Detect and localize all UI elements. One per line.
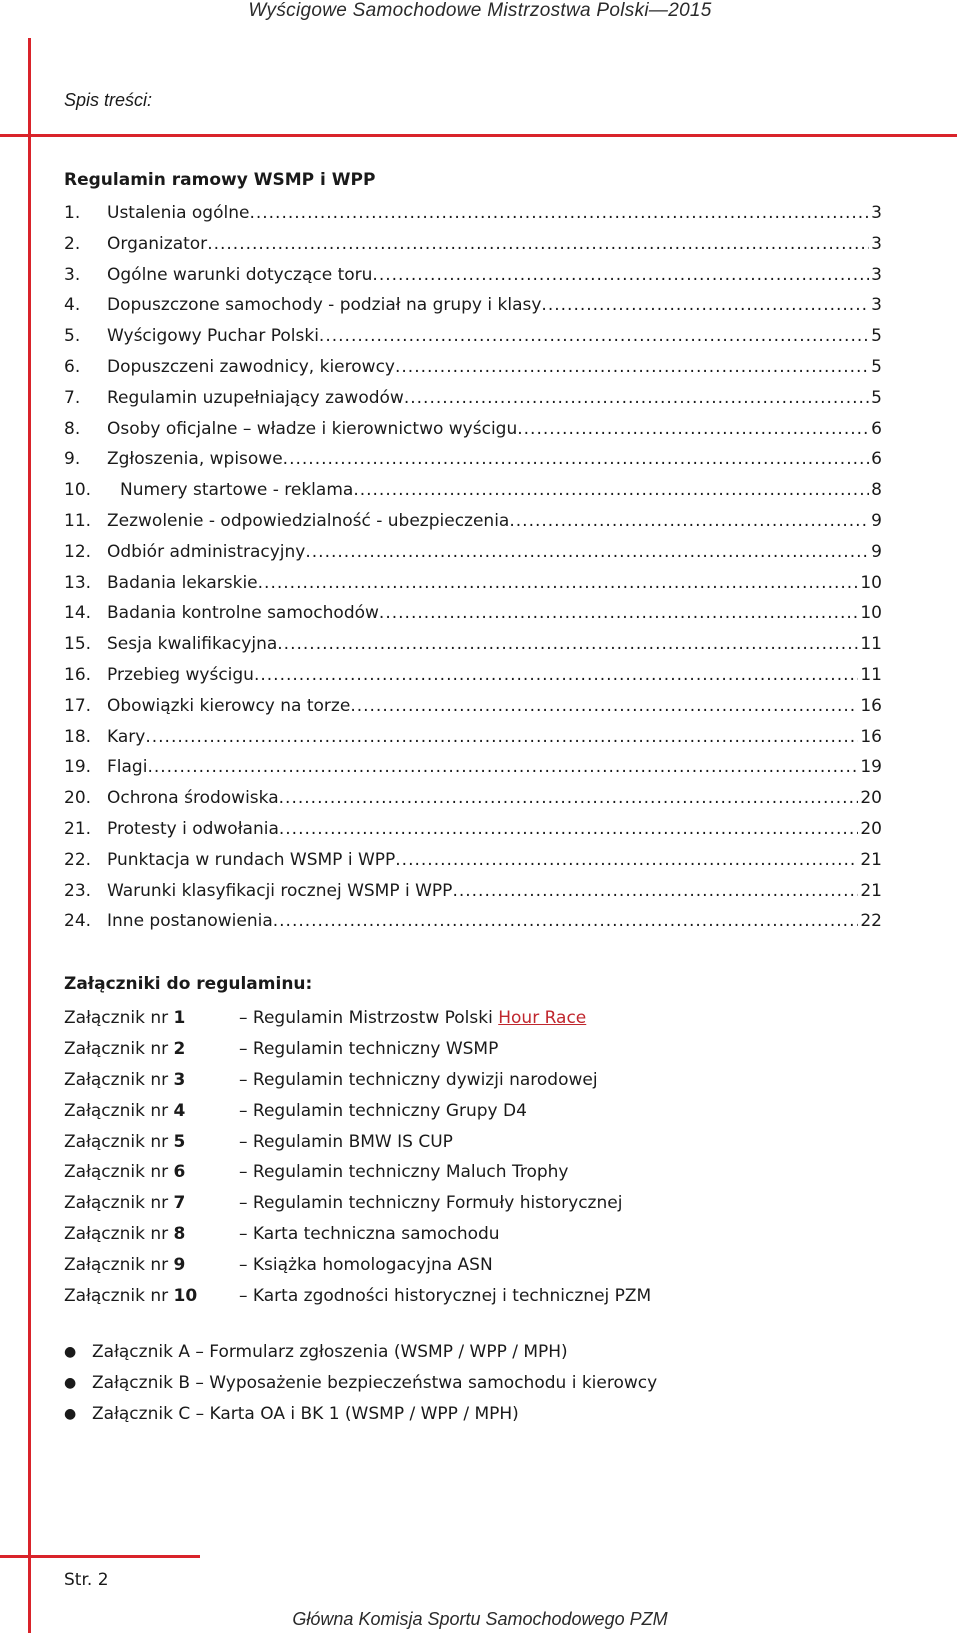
list-item [64, 1399, 657, 1430]
attachment-description: – Regulamin techniczny Maluch Trophy [239, 1162, 569, 1183]
attachment-prefix: Załącznik nr [64, 1255, 174, 1276]
toc-entry[interactable] [64, 752, 882, 783]
attachment-number: 6 [173, 1162, 186, 1183]
toc-entry-title: Numery startowe - reklama [120, 480, 354, 501]
toc-entry-number: 19. [64, 757, 92, 778]
attachment-item [64, 1219, 651, 1250]
toc-entry-title: Kary [107, 726, 146, 747]
toc-entry-number: 11. [64, 510, 92, 531]
toc-leader-dots [353, 475, 869, 506]
list-item [64, 1368, 657, 1399]
bullet-icon: ● [64, 1406, 77, 1422]
toc-leader-dots [147, 752, 858, 783]
attachments-heading: Załączniki do regulaminu: [64, 974, 313, 994]
toc-entry[interactable] [64, 537, 882, 568]
toc-entry-number: 18. [64, 726, 92, 747]
toc-entry-page: 19 [860, 757, 882, 778]
toc-entry[interactable] [64, 629, 882, 660]
attachment-item [64, 1281, 651, 1312]
toc-entry-page: 9 [871, 510, 882, 531]
toc-leader-dots [258, 568, 859, 599]
toc-entry[interactable] [64, 444, 882, 475]
toc-entry-page: 3 [871, 233, 882, 254]
toc-entry-page: 11 [860, 634, 882, 655]
attachment-number: 10 [173, 1286, 198, 1307]
attachment-label [64, 1127, 239, 1158]
toc-entry-page: 21 [860, 849, 882, 870]
toc-entry-number: 16. [64, 664, 92, 685]
toc-entry-number: 5. [64, 326, 81, 347]
attachment-prefix: Załącznik nr [64, 1162, 174, 1183]
attachment-label [64, 1188, 239, 1219]
attachment-prefix: Załącznik nr [64, 1100, 174, 1121]
toc-entry-page: 6 [871, 449, 882, 470]
attachment-label [64, 1003, 239, 1034]
toc-leader-dots [277, 629, 858, 660]
toc-entry[interactable] [64, 814, 882, 845]
toc-entry[interactable] [64, 845, 882, 876]
toc-leader-dots [145, 722, 858, 753]
bullet-icon: ● [64, 1344, 77, 1360]
attachment-number: 1 [173, 1008, 186, 1028]
toc-entry-number: 15. [64, 634, 92, 655]
toc-entry-number: 13. [64, 572, 92, 593]
attachment-item [64, 1003, 651, 1034]
toc-entry[interactable] [64, 383, 882, 414]
toc-leader-dots [254, 660, 858, 691]
attachment-number: 7 [173, 1193, 186, 1214]
toc-leader-dots [305, 537, 869, 568]
attachment-description: – Karta techniczna samochodu [239, 1224, 500, 1245]
toc-entry-title: Protesty i odwołania [107, 818, 279, 839]
toc-entry[interactable] [64, 783, 882, 814]
forms-list [64, 1337, 657, 1430]
toc-entry[interactable] [64, 475, 882, 506]
attachment-prefix: Załącznik nr [64, 1038, 174, 1059]
toc-entry[interactable] [64, 568, 882, 599]
toc-entry-number: 1. [64, 203, 81, 223]
toc-entry-title: Zgłoszenia, wpisowe [107, 449, 283, 470]
list-item-text: Załącznik A – Formularz zgłoszenia (WSMP / WPP / MPH) [92, 1342, 568, 1362]
attachment-description: – Regulamin techniczny Grupy D4 [239, 1100, 527, 1121]
margin-rule-vertical [28, 38, 31, 1633]
toc-entry-title: Badania lekarskie [107, 572, 258, 593]
attachment-item [64, 1065, 651, 1096]
attachment-description: – Regulamin BMW IS CUP [239, 1131, 453, 1152]
attachment-description: – Regulamin techniczny Formuły historycznej [239, 1193, 623, 1214]
toc-entry-page: 5 [871, 387, 882, 408]
toc-entry-number: 24. [64, 911, 92, 932]
toc-entry-title: Ochrona środowiska [107, 788, 279, 809]
toc-entry-title: Ogólne warunki dotyczące toru [107, 264, 373, 285]
toc-leader-dots [379, 598, 858, 629]
toc-entry[interactable] [64, 598, 882, 629]
toc-entry-title: Obowiązki kierowcy na torze [107, 695, 351, 716]
header-rule [0, 134, 957, 137]
toc-entry[interactable] [64, 691, 882, 722]
attachment-label [64, 1250, 239, 1281]
toc-entry-page: 16 [860, 695, 882, 716]
toc-entry[interactable] [64, 722, 882, 753]
toc-leader-dots [249, 198, 869, 229]
toc-entry-number: 9. [64, 449, 81, 470]
toc-entry-number: 3. [64, 264, 81, 285]
attachment-prefix: Załącznik nr [64, 1069, 174, 1090]
regulations-title: Regulamin ramowy WSMP i WPP [64, 170, 376, 190]
toc-leader-dots [395, 845, 858, 876]
toc-entry[interactable] [64, 290, 882, 321]
toc-entry-number: 20. [64, 788, 92, 809]
toc-entry-title: Dopuszczeni zawodnicy, kierowcy [107, 356, 395, 377]
attachment-description: – Książka homologacyjna ASN [239, 1255, 493, 1276]
toc-entry-number: 10. [64, 480, 92, 501]
toc-entry-page: 8 [871, 480, 882, 501]
toc-entry[interactable] [64, 198, 882, 229]
toc-entry-page: 21 [860, 880, 882, 901]
toc-entry-title: Flagi [107, 757, 148, 778]
toc-leader-dots [283, 444, 870, 475]
page-header: Wyścigowe Samochodowe Mistrzostwa Polski—2015 [248, 0, 712, 21]
attachment-label [64, 1096, 239, 1127]
toc-entry[interactable] [64, 660, 882, 691]
toc-entry-number: 6. [64, 356, 81, 377]
toc-entry[interactable] [64, 260, 882, 291]
toc-entry-title: Wyścigowy Puchar Polski [107, 326, 319, 347]
attachment-prefix: Załącznik nr [64, 1286, 174, 1307]
attachments-list [64, 1003, 651, 1312]
toc-entry-page: 11 [860, 664, 882, 685]
toc-entry-page: 20 [860, 818, 882, 839]
toc-entry-page: 6 [871, 418, 882, 439]
toc-entry-title: Dopuszczone samochody - podział na grupy i klasy [107, 295, 542, 316]
list-item-text: Załącznik B – Wyposażenie bezpieczeństwa samochodu i kierowcy [92, 1373, 658, 1393]
toc-leader-dots [395, 352, 869, 383]
toc-entry-title: Badania kontrolne samochodów [107, 603, 379, 624]
toc-entry[interactable] [64, 229, 882, 260]
toc-entry-page: 10 [860, 572, 882, 593]
attachment-description: – Regulamin Mistrzostw Polski [239, 1008, 499, 1028]
attachment-number: 8 [173, 1224, 186, 1245]
toc-leader-dots [372, 260, 869, 291]
toc-entry[interactable] [64, 506, 882, 537]
toc-entry-page: 5 [871, 356, 882, 377]
attachment-number: 2 [173, 1038, 186, 1059]
attachment-label [64, 1281, 239, 1312]
toc-entry-page: 3 [871, 203, 882, 223]
list-item [64, 1337, 657, 1368]
toc-entry-number: 12. [64, 541, 92, 562]
toc-entry-title: Organizator [107, 233, 208, 254]
toc-entry-title: Przebieg wyścigu [107, 664, 254, 685]
toc-entry-number: 2. [64, 233, 81, 254]
attachment-item [64, 1034, 651, 1065]
attachment-description: – Karta zgodności historycznej i technicznej PZM [239, 1286, 652, 1307]
toc-entry[interactable] [64, 352, 882, 383]
toc-entry-number: 17. [64, 695, 92, 716]
attachment-number: 3 [173, 1069, 186, 1090]
toc-heading: Spis treści: [64, 90, 153, 110]
toc-leader-dots [207, 229, 869, 260]
page-footer: Główna Komisja Sportu Samochodowego PZM [292, 1609, 668, 1629]
toc-entry-number: 14. [64, 603, 92, 624]
toc-leader-dots [404, 383, 869, 414]
toc-entry-page: 3 [871, 264, 882, 285]
attachment-item [64, 1250, 651, 1281]
toc-leader-dots [509, 506, 869, 537]
toc-entry-title: Odbiór administracyjny [107, 541, 306, 562]
toc-entry-number: 22. [64, 849, 92, 870]
toc-entry-number: 7. [64, 387, 81, 408]
toc-entry-number: 21. [64, 818, 92, 839]
attachment-item [64, 1157, 651, 1188]
toc-entry-title: Regulamin uzupełniający zawodów [107, 387, 404, 408]
attachment-prefix: Załącznik nr [64, 1131, 174, 1152]
toc-leader-dots [517, 414, 869, 445]
toc-entry-page: 9 [871, 541, 882, 562]
toc-entry[interactable] [64, 876, 882, 907]
attachment-description: – Regulamin techniczny dywizji narodowej [239, 1069, 598, 1090]
attachment-number: 4 [173, 1100, 186, 1121]
toc-leader-dots [273, 906, 859, 937]
attachment-prefix: Załącznik nr [64, 1193, 174, 1214]
toc-entry[interactable] [64, 906, 882, 937]
list-item-text: Załącznik C – Karta OA i BK 1 (WSMP / WPP / MPH) [92, 1404, 519, 1424]
attachment-description: – Regulamin techniczny WSMP [239, 1038, 499, 1059]
attachment-link[interactable]: Hour Race [498, 1008, 587, 1028]
toc-entry-page: 22 [860, 911, 882, 932]
attachment-label [64, 1219, 239, 1250]
toc-leader-dots [350, 691, 858, 722]
attachment-item [64, 1188, 651, 1219]
attachment-item [64, 1096, 651, 1127]
toc-entry-page: 16 [860, 726, 882, 747]
footer-rule [0, 1555, 200, 1558]
toc-entry-title: Inne postanowienia [107, 911, 273, 932]
toc-entry-title: Ustalenia ogólne [107, 203, 250, 223]
attachment-prefix: Załącznik nr [64, 1224, 174, 1245]
toc-entry[interactable] [64, 414, 882, 445]
toc-leader-dots [279, 814, 858, 845]
toc-entry-page: 5 [871, 326, 882, 347]
toc-entry-title: Warunki klasyfikacji rocznej WSMP i WPP [107, 880, 453, 901]
table-of-contents [64, 198, 882, 937]
toc-leader-dots [541, 290, 869, 321]
attachment-item [64, 1127, 651, 1158]
toc-leader-dots [319, 321, 869, 352]
toc-entry-number: 23. [64, 880, 92, 901]
toc-entry-page: 20 [860, 788, 882, 809]
toc-entry-title: Zezwolenie - odpowiedzialność - ubezpieczenia [107, 510, 510, 531]
toc-leader-dots [279, 783, 859, 814]
toc-entry-page: 10 [860, 603, 882, 624]
bullet-icon: ● [64, 1375, 77, 1391]
attachment-label [64, 1157, 239, 1188]
toc-entry[interactable] [64, 321, 882, 352]
toc-leader-dots [452, 876, 858, 907]
attachment-number: 9 [173, 1255, 186, 1276]
attachment-label [64, 1034, 239, 1065]
attachment-label [64, 1065, 239, 1096]
page-number: Str. 2 [64, 1570, 109, 1590]
toc-entry-number: 8. [64, 418, 81, 439]
attachment-number: 5 [173, 1131, 186, 1152]
toc-entry-title: Sesja kwalifikacyjna [107, 634, 278, 655]
toc-entry-page: 3 [871, 295, 882, 316]
toc-entry-title: Punktacja w rundach WSMP i WPP [107, 849, 396, 870]
attachment-prefix: Załącznik nr [64, 1008, 174, 1028]
toc-entry-title: Osoby oficjalne – władze i kierownictwo wyścigu [107, 418, 518, 439]
toc-entry-number: 4. [64, 295, 81, 316]
